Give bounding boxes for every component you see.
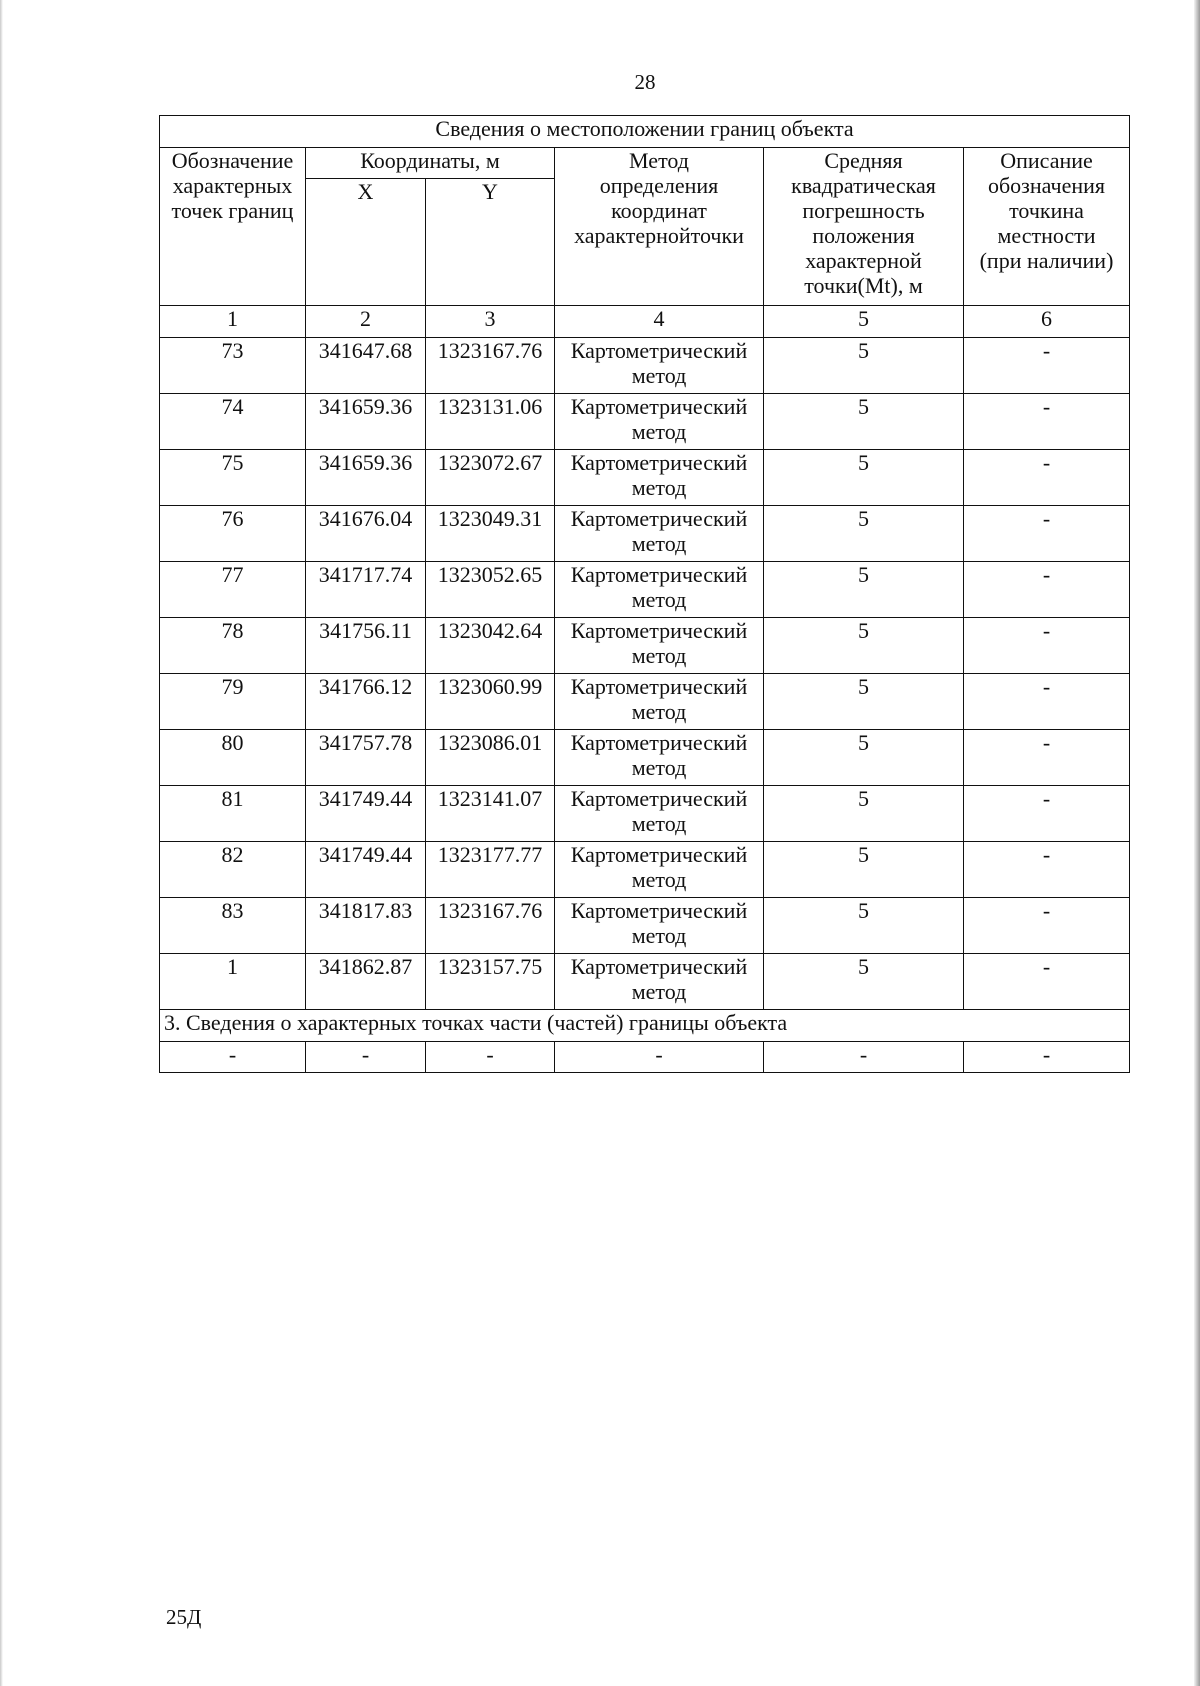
mt-cell: 5 — [764, 786, 964, 842]
table-row — [160, 674, 1130, 730]
mt-cell: 5 — [764, 842, 964, 898]
y-cell: 1323157.75 — [426, 954, 555, 1010]
description-cell: - — [964, 730, 1130, 786]
y-cell: 1323167.76 — [426, 898, 555, 954]
mt-cell: 5 — [764, 730, 964, 786]
section3-title: 3. Сведения о характерных точках части (частей) границы объекта — [160, 1010, 1130, 1042]
page-edge-left — [0, 0, 3, 1686]
section3-cell: - — [160, 1042, 306, 1073]
description-cell: - — [964, 786, 1130, 842]
y-cell: 1323177.77 — [426, 842, 555, 898]
column-number: 4 — [555, 306, 764, 338]
table-row — [160, 450, 1130, 506]
description-cell: - — [964, 898, 1130, 954]
description-cell: - — [964, 674, 1130, 730]
point-cell: 1 — [160, 954, 306, 1010]
method-cell: Картометрический метод — [555, 506, 764, 562]
y-cell: 1323131.06 — [426, 394, 555, 450]
table-row — [160, 506, 1130, 562]
mt-cell: 5 — [764, 394, 964, 450]
description-cell: - — [964, 338, 1130, 394]
column-number-row — [160, 306, 1130, 338]
section3-cell: - — [555, 1042, 764, 1073]
x-cell: 341676.04 — [306, 506, 426, 562]
method-cell: Картометрический метод — [555, 338, 764, 394]
x-cell: 341756.11 — [306, 618, 426, 674]
description-cell: - — [964, 954, 1130, 1010]
column-number: 6 — [964, 306, 1130, 338]
point-cell: 83 — [160, 898, 306, 954]
point-cell: 81 — [160, 786, 306, 842]
y-cell: 1323060.99 — [426, 674, 555, 730]
y-cell: 1323072.67 — [426, 450, 555, 506]
table-row — [160, 394, 1130, 450]
column-number: 3 — [426, 306, 555, 338]
header-x: X — [306, 179, 426, 306]
point-cell: 74 — [160, 394, 306, 450]
point-cell: 77 — [160, 562, 306, 618]
method-cell: Картометрический метод — [555, 954, 764, 1010]
method-cell: Картометрический метод — [555, 842, 764, 898]
method-cell: Картометрический метод — [555, 450, 764, 506]
x-cell: 341749.44 — [306, 786, 426, 842]
section3-cell: - — [426, 1042, 555, 1073]
section3-cell: - — [306, 1042, 426, 1073]
header-y: Y — [426, 179, 555, 306]
page-edge-right — [1194, 0, 1200, 1686]
x-cell: 341659.36 — [306, 394, 426, 450]
section3-cell: - — [764, 1042, 964, 1073]
point-cell: 76 — [160, 506, 306, 562]
page-number: 28 — [634, 70, 656, 94]
description-cell: - — [964, 394, 1130, 450]
table-row — [160, 618, 1130, 674]
description-cell: - — [964, 450, 1130, 506]
table-title: Сведения о местоположении границ объекта — [160, 116, 1130, 148]
description-cell: - — [964, 506, 1130, 562]
x-cell: 341749.44 — [306, 842, 426, 898]
y-cell: 1323167.76 — [426, 338, 555, 394]
table-row — [160, 730, 1130, 786]
table-row — [160, 842, 1130, 898]
x-cell: 341717.74 — [306, 562, 426, 618]
header-coordinates: Координаты, м — [306, 148, 555, 179]
table-row — [160, 786, 1130, 842]
method-cell: Картометрический метод — [555, 618, 764, 674]
description-cell: - — [964, 842, 1130, 898]
coordinates-table — [159, 115, 1130, 1073]
column-number: 5 — [764, 306, 964, 338]
method-cell: Картометрический метод — [555, 394, 764, 450]
mt-cell: 5 — [764, 562, 964, 618]
x-cell: 341647.68 — [306, 338, 426, 394]
section3-cell: - — [964, 1042, 1130, 1073]
method-cell: Картометрический метод — [555, 898, 764, 954]
column-number: 1 — [160, 306, 306, 338]
data-rows — [160, 338, 1130, 1010]
x-cell: 341862.87 — [306, 954, 426, 1010]
point-cell: 75 — [160, 450, 306, 506]
header-method: Метод определения координат характернойточки — [555, 148, 764, 306]
point-cell: 80 — [160, 730, 306, 786]
point-cell: 78 — [160, 618, 306, 674]
table-row — [160, 562, 1130, 618]
description-cell: - — [964, 618, 1130, 674]
header-designation: Обозначение характерных точек границ — [160, 148, 306, 306]
y-cell: 1323042.64 — [426, 618, 555, 674]
x-cell: 341757.78 — [306, 730, 426, 786]
method-cell: Картометрический метод — [555, 730, 764, 786]
y-cell: 1323141.07 — [426, 786, 555, 842]
x-cell: 341817.83 — [306, 898, 426, 954]
method-cell: Картометрический метод — [555, 674, 764, 730]
mt-cell: 5 — [764, 954, 964, 1010]
x-cell: 341659.36 — [306, 450, 426, 506]
mt-cell: 5 — [764, 898, 964, 954]
mt-cell: 5 — [764, 618, 964, 674]
table-row — [160, 338, 1130, 394]
y-cell: 1323086.01 — [426, 730, 555, 786]
y-cell: 1323049.31 — [426, 506, 555, 562]
y-cell: 1323052.65 — [426, 562, 555, 618]
mt-cell: 5 — [764, 674, 964, 730]
section3-row — [160, 1042, 1130, 1073]
header-accuracy: Средняя квадратическая погрешность положения характерной точки(Mt), м — [764, 148, 964, 306]
description-cell: - — [964, 562, 1130, 618]
table-row — [160, 954, 1130, 1010]
point-cell: 79 — [160, 674, 306, 730]
document-code: 25Д — [166, 1605, 202, 1629]
point-cell: 73 — [160, 338, 306, 394]
mt-cell: 5 — [764, 338, 964, 394]
header-description: Описание обозначения точкина местности (при наличии) — [964, 148, 1130, 306]
column-number: 2 — [306, 306, 426, 338]
table-row — [160, 898, 1130, 954]
method-cell: Картометрический метод — [555, 562, 764, 618]
mt-cell: 5 — [764, 450, 964, 506]
x-cell: 341766.12 — [306, 674, 426, 730]
mt-cell: 5 — [764, 506, 964, 562]
method-cell: Картометрический метод — [555, 786, 764, 842]
point-cell: 82 — [160, 842, 306, 898]
